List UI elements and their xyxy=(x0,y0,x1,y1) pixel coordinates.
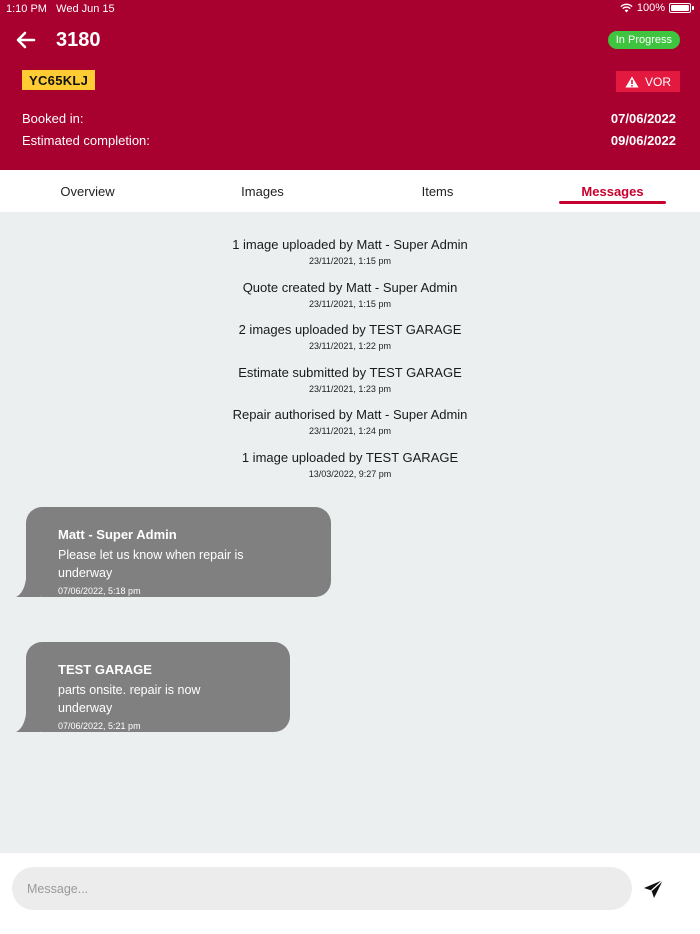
activity-time: 23/11/2021, 1:15 pm xyxy=(309,298,391,309)
tab-bar xyxy=(0,170,700,212)
activity-item xyxy=(0,321,700,364)
booked-in-label: Booked in: xyxy=(22,111,84,126)
vor-badge xyxy=(616,71,680,92)
activity-time: 23/11/2021, 1:24 pm xyxy=(309,426,391,436)
job-status-badge: In Progress xyxy=(608,31,680,49)
job-number: 3180 xyxy=(56,29,101,51)
activity-item xyxy=(0,236,700,279)
battery-icon xyxy=(669,3,691,13)
activity-time: 13/03/2022, 9:27 pm xyxy=(308,468,392,479)
activity-time: 23/11/2021, 1:23 pm xyxy=(309,383,391,394)
clock: 1:10 PM xyxy=(6,3,47,15)
activity-time: 23/11/2021, 1:15 pm xyxy=(309,256,391,266)
activity-item xyxy=(0,279,700,322)
message-time: 07/06/2022, 5:18 pm xyxy=(58,586,141,596)
booked-in-row xyxy=(22,111,676,126)
booked-in-value: 07/06/2022 xyxy=(610,111,676,126)
estimated-completion-label: Estimated completion: xyxy=(22,133,150,148)
tab-messages[interactable]: Messages xyxy=(525,170,700,212)
registration-plate: YC65KLJ xyxy=(22,70,95,90)
activity-text: 2 images uploaded by TEST GARAGE xyxy=(238,322,462,337)
activity-time: 23/11/2021, 1:22 pm xyxy=(309,341,391,351)
estimated-completion-row xyxy=(22,133,676,148)
message-text: parts onsite. repair is now underway xyxy=(58,683,201,715)
message-time: 07/06/2022, 5:21 pm xyxy=(58,721,141,731)
activity-text: Repair authorised by Matt - Super Admin xyxy=(232,407,468,422)
wifi-icon xyxy=(620,3,633,13)
battery-tip xyxy=(692,6,694,10)
estimated-completion-value: 09/06/2022 xyxy=(610,133,676,148)
tab-images[interactable]: Images xyxy=(241,183,284,199)
message-bubble xyxy=(26,642,290,732)
activity-item xyxy=(0,406,700,449)
message-text: Please let us know when repair is underway xyxy=(58,548,244,580)
bubble-tail xyxy=(16,575,40,597)
message-input[interactable] xyxy=(12,867,632,910)
tab-overview[interactable]: Overview xyxy=(60,183,115,199)
activity-text: 1 image uploaded by Matt - Super Admin xyxy=(232,237,468,252)
date: Wed Jun 15 xyxy=(56,3,115,15)
bubble-tail xyxy=(16,710,40,732)
activity-text: 1 image uploaded by TEST GARAGE xyxy=(241,449,459,465)
send-icon[interactable] xyxy=(642,877,666,901)
tab-items[interactable]: Items xyxy=(421,183,454,199)
message-composer xyxy=(0,853,700,934)
message-bubble xyxy=(26,507,331,597)
status-time xyxy=(6,3,115,15)
activity-item xyxy=(0,449,700,492)
battery-percent: 100% xyxy=(636,2,665,14)
vor-label: VOR xyxy=(644,74,671,89)
activity-text: Estimate submitted by TEST GARAGE xyxy=(238,364,462,380)
warning-icon xyxy=(625,76,639,88)
job-header xyxy=(0,0,700,170)
message-author: Matt - Super Admin xyxy=(58,527,177,542)
activity-log xyxy=(0,236,700,491)
status-indicators xyxy=(620,2,694,14)
device-status-bar xyxy=(0,0,700,18)
message-author: TEST GARAGE xyxy=(58,662,152,677)
back-arrow-icon[interactable] xyxy=(14,28,38,52)
activity-text: Quote created by Matt - Super Admin xyxy=(242,279,458,295)
activity-item xyxy=(0,364,700,407)
